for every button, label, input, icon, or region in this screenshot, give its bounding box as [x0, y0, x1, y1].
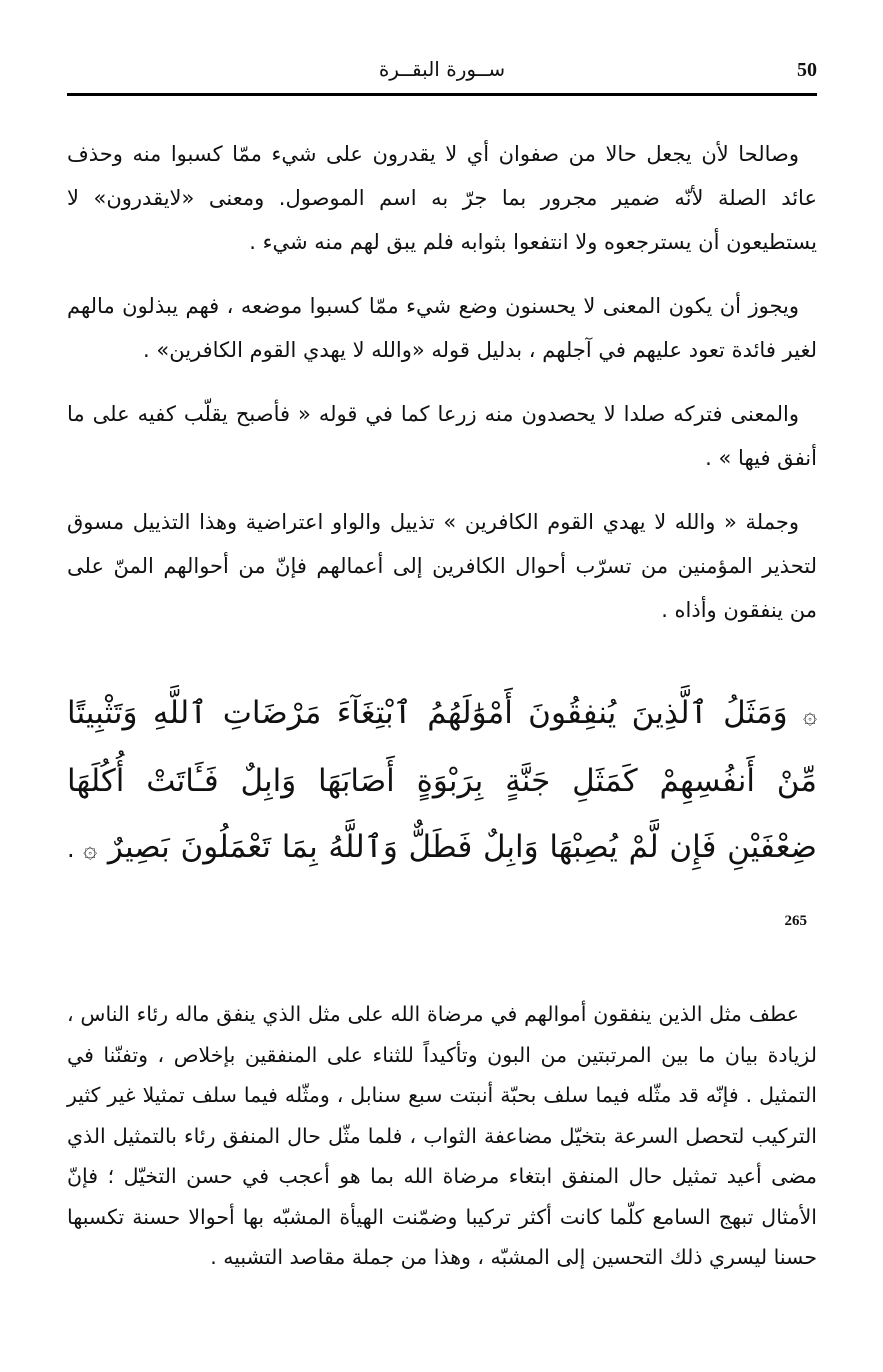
verse-open-ornament: ۞: [802, 701, 817, 729]
quran-verse: [67, 680, 817, 954]
verse-text: وَمَثَلُ ٱلَّذِينَ يُنفِقُونَ أَمْوَٰلَهُمُ ٱبْتِغَآءَ مَرْضَاتِ ٱللَّهِ وَتَثْبِيتًا مِّنْ أَنفُسِهِمْ كَمَثَلِ جَنَّةٍ بِرَبْوَةٍ أَصَابَهَا وَابِلٌ فَـَٔاتَتْ أُكُلَهَا ضِعْفَيْنِ فَإِن لَّمْ يُصِبْهَا وَابِلٌ فَطَلٌّ وَٱللَّهُ بِمَا تَعْمَلُونَ بَصِيرٌ: [67, 695, 817, 865]
commentary-paragraph: عطف مثل الذين ينفقون أموالهم في مرضاة الله على مثل الذي ينفق ماله رئاء الناس ، لزيادة بيان ما بين المرتبتين من البون وتأكيداً للثناء على المنفقين بإخلاص ، وتفنّنا في التمثيل . فإنّه قد مثّله فيما سلف بحبّة أنبتت سبع سنابل ، ومثّله فيما سلف تمثيلا غير كثير التركيب لتحصل السرعة بتخيّل مضاعفة الثواب ، فلما مثّل حال المنفق رئاء بالتمثيل الذي مضى أعيد تمثيل حال المنفق ابتغاء مرضاة الله بما هو أعجب في حسن التخيّل ؛ فإنّ الأمثال تبهج السامع كلّما كانت أكثر تركيبا وضمّنت الهيأة المشبّه بها أحوالا حسنة تكسبها حسنا ليسري ذلك التحسين إلى المشبّه ، وهذا من جملة مقاصد التشبيه .: [67, 1002, 817, 1269]
page-body: [67, 132, 817, 1278]
header-rule: [67, 93, 817, 96]
surah-title: ســورة البقــرة: [378, 57, 506, 81]
paragraph: وصالحا لأن يجعل حالا من صفوان أي لا يقدرون على شيء ممّا كسبوا منه وحذف عائد الصلة لأنّه ضمير مجرور بما جرّ به اسم الموصول. ومعنى «لايقدرون» لا يستطيعون أن يسترجعوه ولا انتفعوا بثوابه فلم يبق لهم منه شيء .: [67, 142, 817, 254]
paragraph: والمعنى فتركه صلدا لا يحصدون منه زرعا كما في قوله « فأصبح يقلّب كفيه على ما أنفق فيها » .: [67, 402, 817, 470]
paragraph: وجملة « والله لا يهدي القوم الكافرين » تذييل والواو اعتراضية وهذا التذييل مسوق لتحذير المؤمنين من تسرّب أحوال الكافرين إلى أعمالهم فإنّ من أحوالهم المنّ على من ينفقون وأذاه .: [67, 510, 817, 622]
paragraph: ويجوز أن يكون المعنى لا يحسنون وضع شيء ممّا كسبوا موضعه ، فهم يبذلون مالهم لغير فائدة تعود عليهم في آجلهم ، بدليل قوله «والله لا يهدي القوم الكافرين» .: [67, 294, 817, 362]
page-header: [67, 52, 817, 90]
verse-close-ornament: ۞ .: [67, 835, 98, 863]
page-number: 50: [797, 59, 817, 81]
verse-number: 265: [784, 913, 807, 929]
